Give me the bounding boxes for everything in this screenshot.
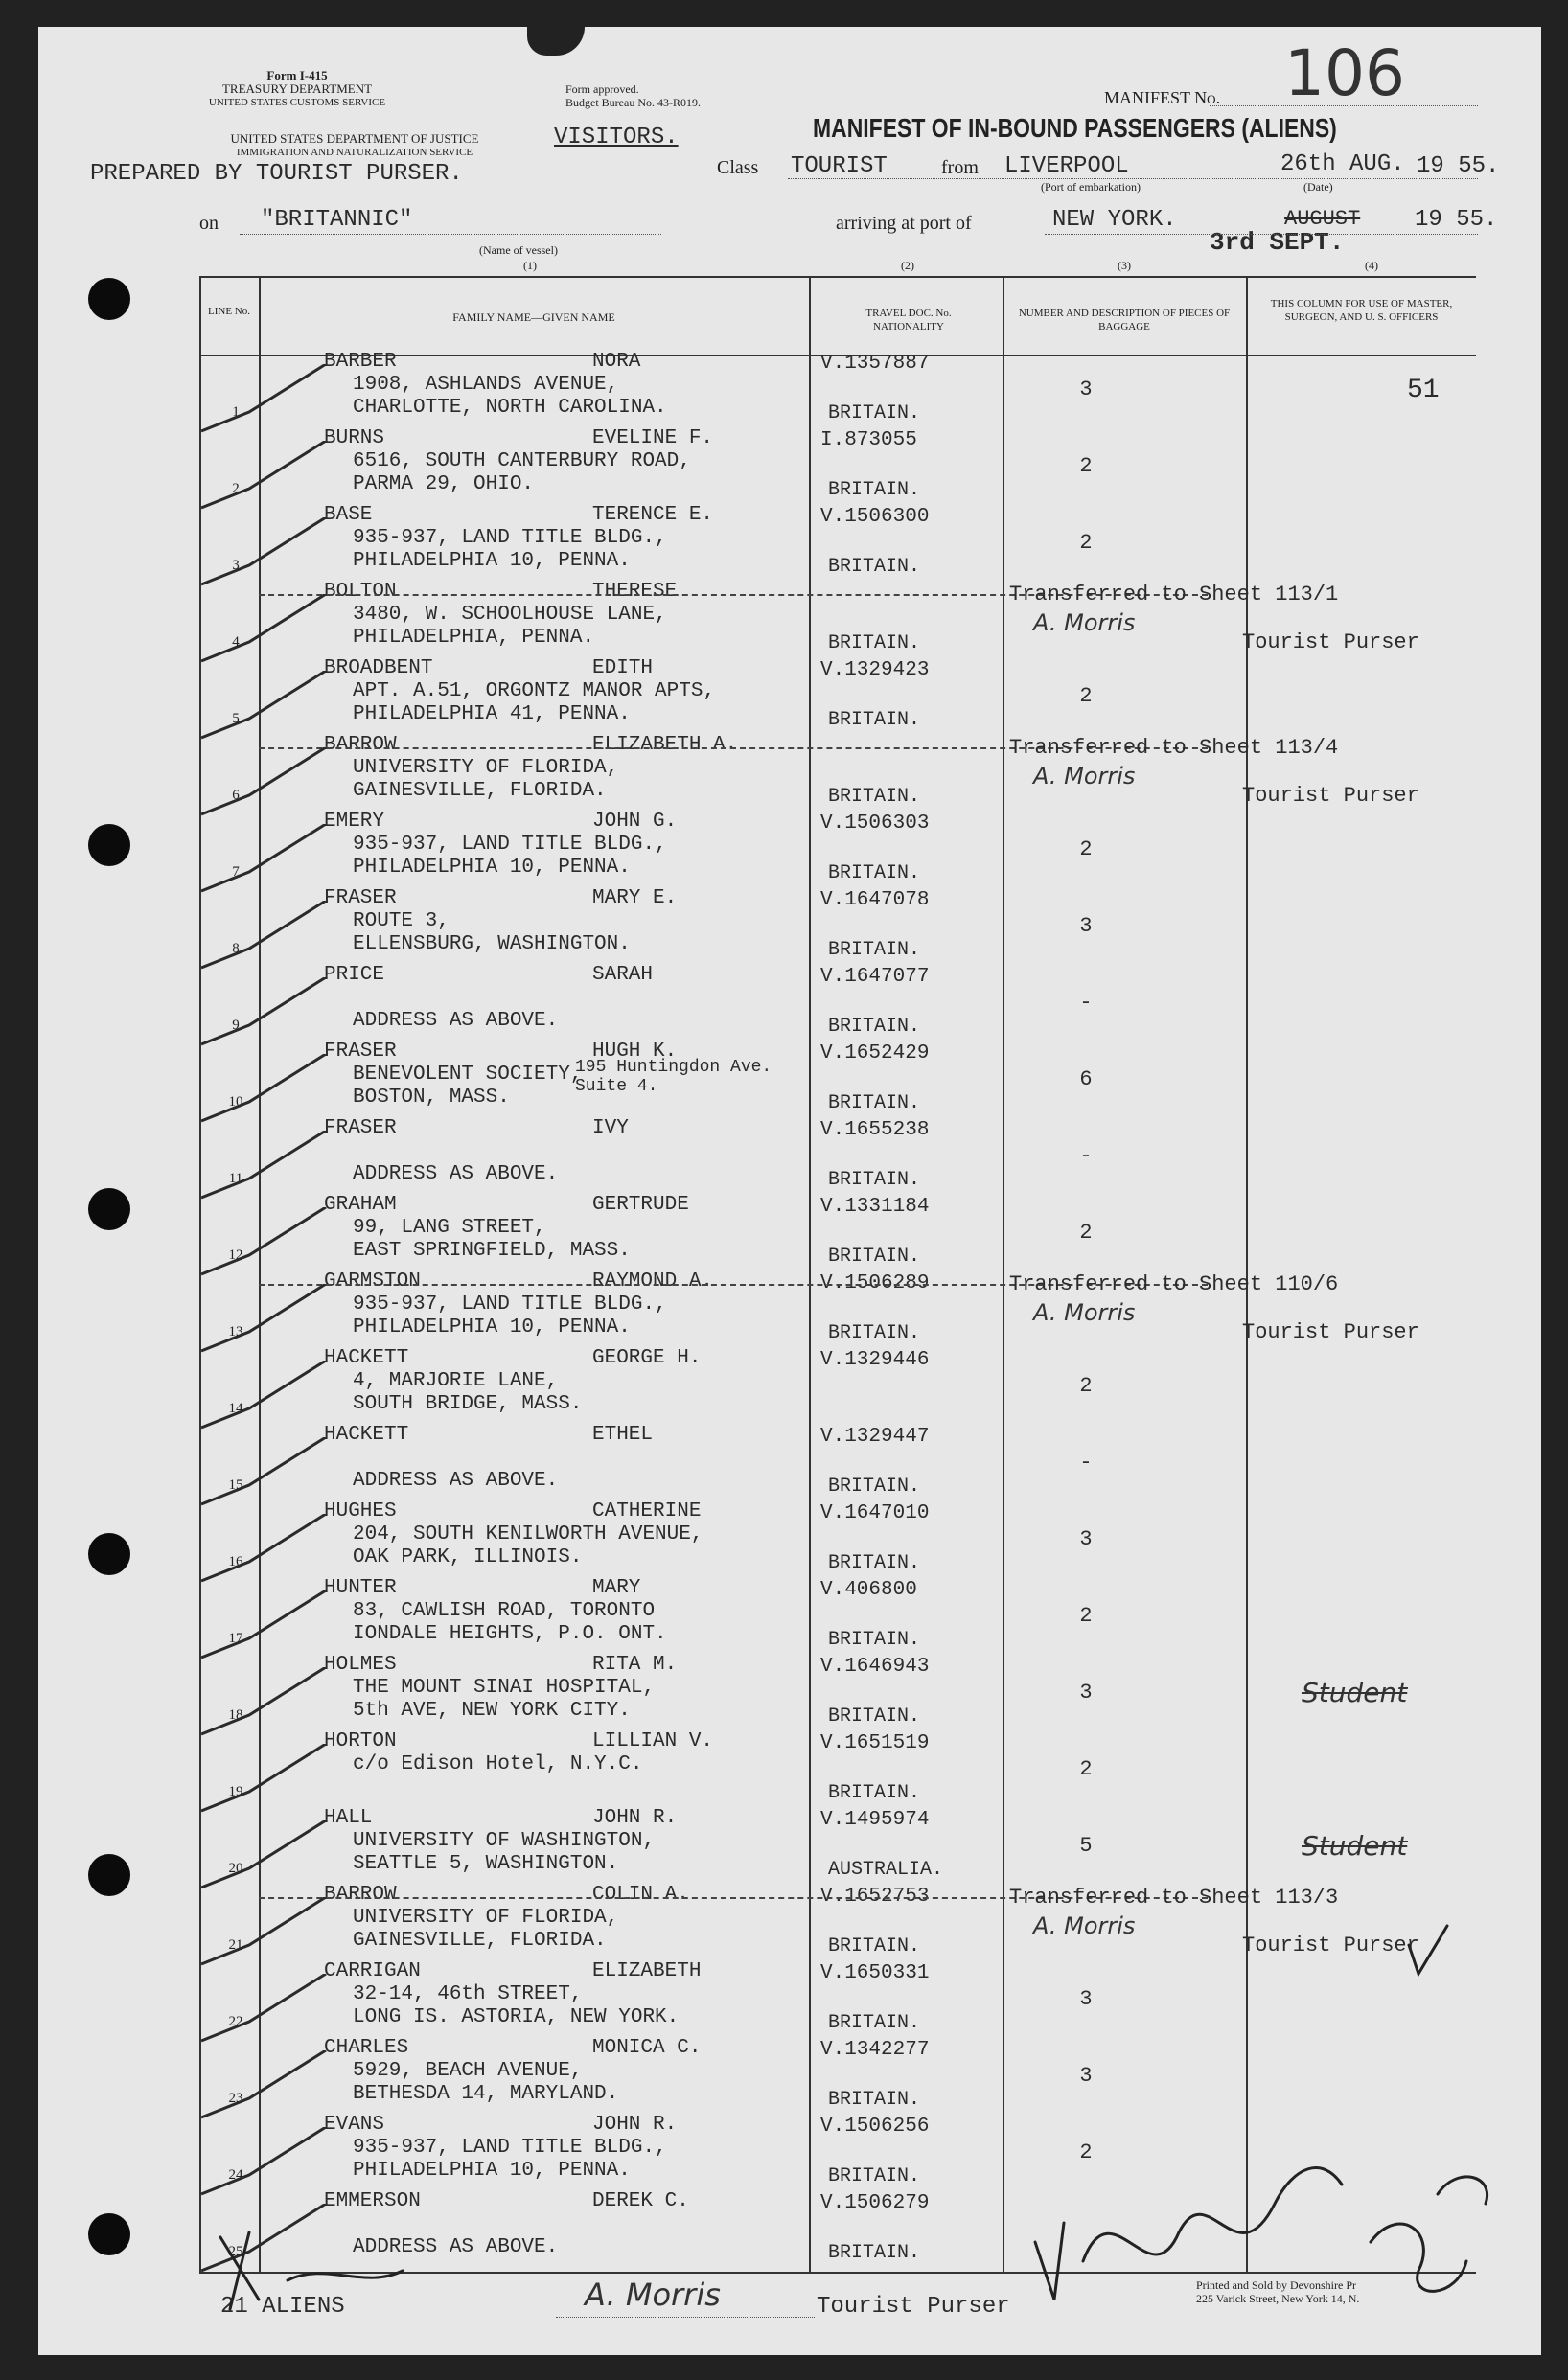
port-caption: (Port of embarkation) (1041, 180, 1141, 194)
arrival-year: 19 55. (1415, 207, 1498, 233)
transfer-note: Transferred to Sheet 110/6 (1009, 1272, 1339, 1296)
address-line-2: PHILADELPHIA 10, PENNA. (353, 857, 631, 879)
baggage-count: 5 (1079, 1834, 1093, 1858)
from-label: from (941, 157, 979, 178)
col-number-3: (3) (1118, 259, 1131, 272)
travel-doc-number: V.1506279 (820, 2192, 930, 2214)
line-number: 22 (228, 2014, 243, 2029)
given-name: GEORGE H. (592, 1347, 702, 1369)
travel-doc-number: V.1652753 (820, 1886, 930, 1908)
address-line-2: PHILADELPHIA 10, PENNA. (353, 2160, 631, 2182)
address-line-1: UNIVERSITY OF FLORIDA, (353, 757, 619, 779)
vessel-name: "BRITANNIC" (261, 207, 413, 233)
officer-note: 51 (1407, 376, 1440, 405)
arrival-date: 3rd SEPT. (1210, 228, 1345, 257)
travel-doc-number: V.1647010 (820, 1502, 930, 1524)
given-name: GERTRUDE (592, 1194, 689, 1216)
family-name: HUGHES (324, 1500, 397, 1522)
travel-doc-number: V.1357887 (820, 353, 930, 375)
nationality: BRITAIN. (828, 1552, 921, 1574)
address-line-1: 935-937, LAND TITLE BLDG., (353, 1293, 667, 1316)
address-line-2: ELLENSBURG, WASHINGTON. (353, 933, 631, 955)
family-name: CARRIGAN (324, 1960, 421, 1982)
baggage-count: - (1079, 1144, 1093, 1168)
nationality: BRITAIN. (828, 2089, 921, 2111)
transfer-signature: A. Morris (1033, 1299, 1136, 1326)
given-name: THERESE (592, 581, 678, 603)
travel-doc-number: V.1650331 (820, 1962, 930, 1984)
nationality: BRITAIN. (828, 1935, 921, 1957)
family-name: GRAHAM (324, 1194, 397, 1216)
family-name: BARROW (324, 1884, 397, 1906)
line-number: 4 (232, 634, 240, 650)
printer-line-1: Printed and Sold by Devonshire Pr (1196, 2278, 1356, 2292)
nationality: BRITAIN. (828, 632, 921, 654)
address-line-2: PHILADELPHIA 10, PENNA. (353, 1316, 631, 1339)
footer-purser: Tourist Purser (817, 2294, 1010, 2320)
given-name: RITA M. (592, 1654, 678, 1676)
family-name: HACKETT (324, 1424, 409, 1446)
address-line-2: SOUTH BRIDGE, MASS. (353, 1393, 583, 1415)
officers-header: THIS COLUMN FOR USE OF MASTER, SURGEON, AND U. S. OFFICERS (1270, 298, 1453, 323)
given-name: LILLIAN V. (592, 1730, 714, 1752)
port-of-embarkation: LIVERPOOL (1004, 153, 1129, 179)
given-name: ELIZABETH (592, 1960, 702, 1982)
nationality: AUSTRALIA. (828, 1859, 944, 1881)
transfer-purser: Tourist Purser (1242, 1320, 1419, 1344)
address-line-2: ADDRESS AS ABOVE. (353, 1163, 559, 1185)
transfer-purser: Tourist Purser (1242, 630, 1419, 654)
transfer-purser: Tourist Purser (1242, 1934, 1419, 1957)
baggage-count: 3 (1079, 378, 1093, 401)
address-line-1: UNIVERSITY OF WASHINGTON, (353, 1830, 656, 1852)
address-line-1: ROUTE 3, (353, 910, 450, 932)
nationality: BRITAIN. (828, 2012, 921, 2034)
nationality: BRITAIN. (828, 939, 921, 961)
address-line-1: THE MOUNT SINAI HOSPITAL, (353, 1677, 656, 1699)
aliens-count: 21 ALIENS (220, 2294, 345, 2320)
given-name: ETHEL (592, 1424, 654, 1446)
address-line-2: BETHESDA 14, MARYLAND. (353, 2083, 619, 2105)
baggage-count: 2 (1079, 2140, 1093, 2164)
address-line-2: CHARLOTTE, NORTH CAROLINA. (353, 397, 667, 419)
address-line-1: 935-937, LAND TITLE BLDG., (353, 834, 667, 856)
baggage-count: 2 (1079, 1757, 1093, 1781)
family-name: EMMERSON (324, 2190, 421, 2212)
nationality: BRITAIN. (828, 1169, 921, 1191)
class-label: Class (717, 157, 759, 178)
baggage-count: 2 (1079, 1604, 1093, 1628)
family-name: FRASER (324, 1117, 397, 1139)
baggage-count: 2 (1079, 1221, 1093, 1245)
given-name: IVY (592, 1117, 629, 1139)
line-number: 1 (232, 404, 240, 420)
family-name: PRICE (324, 964, 385, 986)
family-name: FRASER (324, 887, 397, 909)
nationality: BRITAIN. (828, 1016, 921, 1038)
given-name: COLIN A. (592, 1884, 689, 1906)
baggage-count: 2 (1079, 837, 1093, 861)
line-no-header: LINE No. (208, 306, 250, 317)
travel-doc-number: V.1652429 (820, 1042, 930, 1064)
given-name: ELIZABETH A. (592, 734, 738, 756)
nationality: BRITAIN. (828, 1322, 921, 1344)
transfer-note: Transferred to Sheet 113/3 (1009, 1886, 1339, 1910)
baggage-count: 3 (1079, 1681, 1093, 1705)
travel-doc-number: V.1495974 (820, 1809, 930, 1831)
ledger-scrawl (1371, 2177, 1487, 2291)
address-line-1: 5929, BEACH AVENUE, (353, 2060, 583, 2082)
travel-doc-number: V.1646943 (820, 1656, 930, 1678)
nationality: BRITAIN. (828, 1246, 921, 1268)
family-name: CHARLES (324, 2037, 409, 2059)
family-name: BURNS (324, 427, 385, 449)
given-name: MONICA C. (592, 2037, 702, 2059)
manifest-title: MANIFEST OF IN-BOUND PASSENGERS (ALIENS) (813, 113, 1337, 143)
line-number: 8 (232, 941, 240, 956)
address-line-2: 5th AVE, NEW YORK CITY. (353, 1700, 631, 1722)
nationality: BRITAIN. (828, 862, 921, 884)
transfer-purser: Tourist Purser (1242, 784, 1419, 808)
officer-note: Student (1302, 1830, 1408, 1862)
address-line-2: IONDALE HEIGHTS, P.O. ONT. (353, 1623, 667, 1645)
pen-check-mark (1409, 1926, 1447, 1974)
given-name: JOHN G. (592, 811, 678, 833)
col-number-4: (4) (1365, 259, 1378, 272)
arriving-label: arriving at port of (836, 213, 972, 234)
given-name: NORA (592, 351, 641, 373)
line-number: 20 (228, 1861, 243, 1876)
travel-doc-number: V.1329423 (820, 659, 930, 681)
arrival-month-struck: AUGUST (1284, 207, 1361, 231)
line-number: 17 (228, 1631, 243, 1646)
nationality: BRITAIN. (828, 1629, 921, 1651)
transfer-signature: A. Morris (1033, 609, 1136, 636)
line-number: 9 (232, 1018, 240, 1033)
nationality: BRITAIN. (828, 556, 921, 578)
family-name: BARROW (324, 734, 397, 756)
family-name: BARBER (324, 351, 397, 373)
given-name: DEREK C. (592, 2190, 689, 2212)
address-line-2: LONG IS. ASTORIA, NEW YORK. (353, 2006, 680, 2028)
line-number: 11 (228, 1171, 243, 1186)
col-number-2: (2) (901, 259, 914, 272)
baggage-count: - (1079, 991, 1093, 1015)
baggage-count: 6 (1079, 1067, 1093, 1091)
officer-note: Student (1302, 1677, 1408, 1708)
family-name: BROADBENT (324, 657, 433, 679)
baggage-count: 3 (1079, 2064, 1093, 2088)
transfer-note: Transferred to Sheet 113/4 (1009, 736, 1339, 760)
name-header: FAMILY NAME—GIVEN NAME (452, 310, 615, 324)
travel-doc-number: V.406800 (820, 1579, 917, 1601)
family-name: HUNTER (324, 1577, 397, 1599)
vessel-caption: (Name of vessel) (479, 243, 558, 257)
visitors-label: VISITORS. (554, 125, 679, 150)
address-line-2: OAK PARK, ILLINOIS. (353, 1546, 583, 1568)
baggage-count: 3 (1079, 1527, 1093, 1551)
embark-year: 19 55. (1417, 153, 1500, 179)
address-line-1: c/o Edison Hotel, N.Y.C. (353, 1753, 643, 1775)
nationality: BRITAIN. (828, 709, 921, 731)
form-approved: Form approved. (565, 82, 639, 96)
baggage-count: 2 (1079, 1374, 1093, 1398)
address-line-1: 204, SOUTH KENILWORTH AVENUE, (353, 1523, 703, 1545)
address-line-2: PHILADELPHIA 41, PENNA. (353, 703, 631, 725)
customs-service: UNITED STATES CUSTOMS SERVICE (208, 97, 386, 108)
given-name: EVELINE F. (592, 427, 714, 449)
line-number: 2 (232, 481, 240, 496)
bottom-left-scrawl (220, 2232, 403, 2309)
family-name: BASE (324, 504, 373, 526)
on-label: on (199, 213, 219, 234)
col-number-1: (1) (523, 259, 537, 272)
ins-service: IMMIGRATION AND NATURALIZATION SERVICE (236, 147, 473, 158)
line-number: 21 (228, 1937, 243, 1953)
date-caption: (Date) (1303, 180, 1333, 194)
given-name: MARY E. (592, 887, 678, 909)
line-number: 19 (228, 1784, 243, 1799)
nationality: BRITAIN. (828, 2242, 921, 2264)
travel-doc-number: V.1329446 (820, 1349, 930, 1371)
given-name: JOHN R. (592, 2114, 678, 2136)
baggage-header: NUMBER AND DESCRIPTION OF PIECES OF BAGGAGE (1018, 308, 1231, 332)
address-line-2: PHILADELPHIA, PENNA. (353, 627, 595, 649)
travel-doc-number: V.1651519 (820, 1732, 930, 1754)
justice-dept: UNITED STATES DEPARTMENT OF JUSTICE (230, 131, 479, 146)
line-number: 24 (228, 2167, 243, 2183)
prepared-by: PREPARED BY TOURIST PURSER. (90, 161, 463, 187)
address-line-1: 6516, SOUTH CANTERBURY ROAD, (353, 450, 691, 472)
travel-doc-number: V.1506289 (820, 1272, 930, 1294)
nationality: BRITAIN. (828, 786, 921, 808)
travel-doc-number: V.1655238 (820, 1119, 930, 1141)
address-line-1: UNIVERSITY OF FLORIDA, (353, 1907, 619, 1929)
address-line-2: EAST SPRINGFIELD, MASS. (353, 1240, 631, 1262)
travel-doc-header: TRAVEL DOC. No. NATIONALITY (865, 308, 952, 332)
family-name: GARMSTON (324, 1270, 421, 1293)
given-name: RAYMOND A. (592, 1270, 714, 1293)
travel-doc-number: V.1506300 (820, 506, 930, 528)
line-number: 23 (228, 2091, 243, 2106)
address-line-1: BENEVOLENT SOCIETY, (353, 1064, 583, 1086)
line-number: 13 (228, 1324, 243, 1339)
transfer-note: Transferred to Sheet 113/1 (1009, 583, 1339, 606)
address-line-1: 3480, W. SCHOOLHOUSE LANE, (353, 604, 667, 626)
line-number: 14 (228, 1401, 243, 1416)
budget-number: Budget Bureau No. 43-R019. (565, 96, 701, 109)
baggage-count: 3 (1079, 914, 1093, 938)
travel-doc-number: I.873055 (820, 429, 917, 451)
class-value: TOURIST (791, 153, 888, 179)
line-number: 10 (228, 1094, 243, 1110)
address-line-1: 32-14, 46th STREET, (353, 1983, 583, 2005)
given-name: MARY (592, 1577, 641, 1599)
nationality: BRITAIN. (828, 1782, 921, 1804)
travel-doc-number: V.1506256 (820, 2116, 930, 2138)
address-line-1: 99, LANG STREET, (353, 1217, 546, 1239)
address-line-2: BOSTON, MASS. (353, 1087, 510, 1109)
nationality: BRITAIN. (828, 402, 921, 424)
family-name: EVANS (324, 2114, 385, 2136)
address-line-2: SEATTLE 5, WASHINGTON. (353, 1853, 619, 1875)
family-name: EMERY (324, 811, 385, 833)
family-name: FRASER (324, 1041, 397, 1063)
treasury-dept: TREASURY DEPARTMENT (221, 81, 373, 96)
address-line-1: 935-937, LAND TITLE BLDG., (353, 2137, 667, 2159)
address-line-2: ADDRESS AS ABOVE. (353, 1010, 559, 1032)
given-name: HUGH K. (592, 1041, 678, 1063)
address-line-1: 935-937, LAND TITLE BLDG., (353, 527, 667, 549)
address-line-2: PARMA 29, OHIO. (353, 473, 535, 495)
travel-doc-number: V.1342277 (820, 2039, 930, 2061)
line-number: 15 (228, 1477, 243, 1493)
address-line-1: 83, CAWLISH ROAD, TORONTO (353, 1600, 656, 1622)
address-line-1: APT. A.51, ORGONTZ MANOR APTS, (353, 680, 716, 702)
baggage-count: 2 (1079, 531, 1093, 555)
line-number: 25 (228, 2244, 243, 2259)
line-number: 18 (228, 1707, 243, 1723)
given-name: JOHN R. (592, 1807, 678, 1829)
baggage-count: - (1079, 1451, 1093, 1475)
line-number: 7 (232, 864, 240, 880)
travel-doc-number: V.1329447 (820, 1426, 930, 1448)
nationality: BRITAIN. (828, 2165, 921, 2187)
address-line-1: 4, MARJORIE LANE, (353, 1370, 559, 1392)
baggage-count: 3 (1079, 1987, 1093, 2011)
transfer-signature: A. Morris (1033, 763, 1136, 790)
printer-line-2: 225 Varick Street, New York 14, N. (1196, 2292, 1360, 2305)
nationality: BRITAIN. (828, 1705, 921, 1728)
address-line-2: ADDRESS AS ABOVE. (353, 1470, 559, 1492)
form-number: Form I-415 (266, 68, 328, 82)
travel-doc-number: V.1331184 (820, 1196, 930, 1218)
line-number: 3 (232, 558, 240, 573)
address-line-2: GAINESVILLE, FLORIDA. (353, 780, 607, 802)
given-name: SARAH (592, 964, 654, 986)
address-annotation: 195 Huntingdon Ave. Suite 4. (575, 1058, 772, 1096)
given-name: EDITH (592, 657, 654, 679)
large-signature-scrawl (1035, 2168, 1342, 2300)
manifest-number: 106 (1284, 36, 1405, 110)
address-line-2: ADDRESS AS ABOVE. (353, 2236, 559, 2258)
line-number: 12 (228, 1247, 243, 1263)
given-name: CATHERINE (592, 1500, 702, 1522)
line-number: 16 (228, 1554, 243, 1569)
travel-doc-number: V.1506303 (820, 812, 930, 835)
nationality: BRITAIN. (828, 1092, 921, 1114)
nationality: BRITAIN. (828, 1476, 921, 1498)
address-line-1: 1908, ASHLANDS AVENUE, (353, 374, 619, 396)
address-line-2: PHILADELPHIA 10, PENNA. (353, 550, 631, 572)
family-name: HORTON (324, 1730, 397, 1752)
baggage-count: 2 (1079, 684, 1093, 708)
given-name: TERENCE E. (592, 504, 714, 526)
purser-signature: A. Morris (585, 2277, 721, 2313)
arrival-port: NEW YORK. (1052, 207, 1177, 233)
family-name: BOLTON (324, 581, 397, 603)
embark-date: 26th AUG. (1280, 151, 1405, 177)
nationality: BRITAIN. (828, 479, 921, 501)
transfer-signature: A. Morris (1033, 1912, 1136, 1939)
address-line-2: GAINESVILLE, FLORIDA. (353, 1930, 607, 1952)
family-name: HOLMES (324, 1654, 397, 1676)
family-name: HALL (324, 1807, 373, 1829)
baggage-count: 2 (1079, 454, 1093, 478)
travel-doc-number: V.1647077 (820, 966, 930, 988)
travel-doc-number: V.1647078 (820, 889, 930, 911)
manifest-no-label: MANIFEST No. (1104, 88, 1221, 107)
line-number: 6 (232, 788, 240, 803)
line-number: 5 (232, 711, 240, 726)
family-name: HACKETT (324, 1347, 409, 1369)
